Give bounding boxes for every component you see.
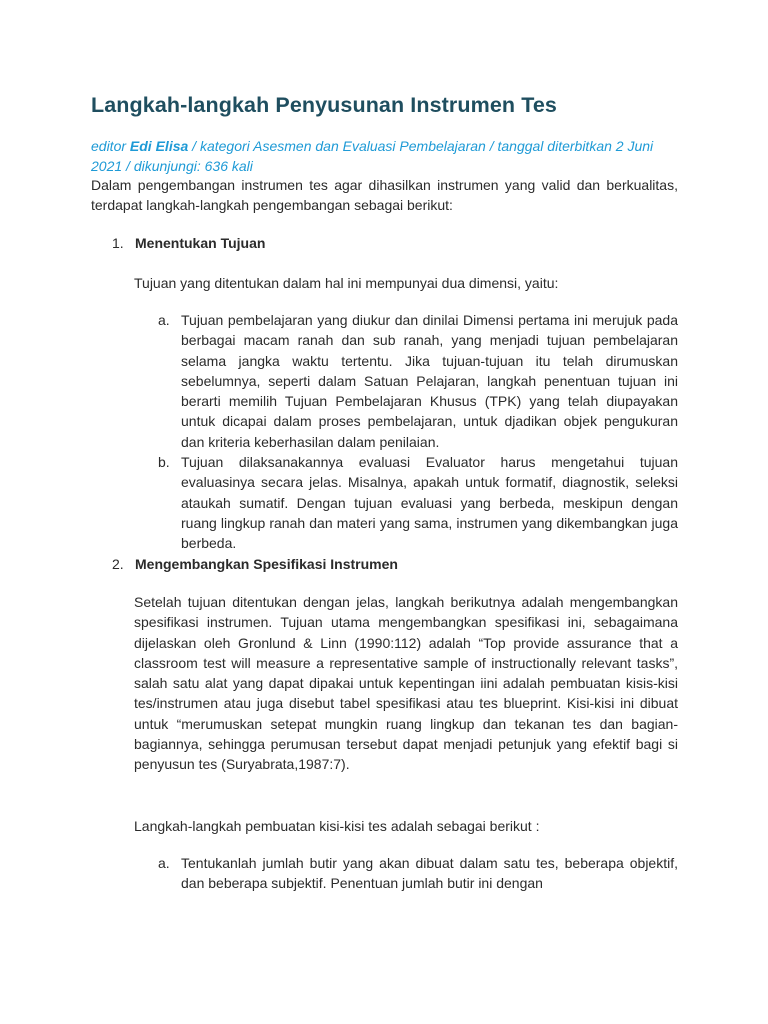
list-item-letter: b. xyxy=(158,454,170,470)
list-item-letter: a. xyxy=(158,855,170,871)
list-item-text: Tujuan dilaksanakannya evaluasi Evaluator harus mengetahui tujuan evaluasinya secara jelas. Misalnya, apakah untuk formatif, diagnostik, seleksi ataukah sumatif. Dengan tujuan evaluasi yang berbeda, meskipun dengan ruang lingkup ranah dan materi yang sama, instrumen yang dikembangkan juga berbeda. xyxy=(181,454,678,552)
meta-editor-name[interactable]: Edi Elisa xyxy=(129,138,189,154)
step-heading: Mengembangkan Spesifikasi Instrumen xyxy=(135,556,398,572)
step-heading: Menentukan Tujuan xyxy=(135,235,266,251)
step-number: 1. xyxy=(112,235,124,251)
intro-paragraph: Dalam pengembangan instrumen tes agar dihasilkan instrumen yang valid dan berkualitas, terdapat langkah-langkah pengembangan sebagai berikut: xyxy=(91,177,678,214)
article-meta xyxy=(91,136,678,176)
step-number: 2. xyxy=(112,556,124,572)
list-item-letter: a. xyxy=(158,312,170,328)
meta-details: / kategori Asesmen dan Evaluasi Pembelajaran / tanggal diterbitkan 2 Juni 2021 / dikunjungi: 636 kali xyxy=(91,138,654,174)
step-paragraph: Tujuan yang ditentukan dalam hal ini mempunyai dua dimensi, yaitu: xyxy=(134,275,559,291)
step-paragraph: Setelah tujuan ditentukan dengan jelas, langkah berikutnya adalah mengembangkan spesifikasi instrumen. Tujuan utama mengembangkan spesifikasi ini, sebagaimana dijelaskan oleh Gronlund & Linn (1990:112) adalah “Top provide assurance that a classroom test will measure a representative sample of instructionally relevant tasks”, salah satu alat yang dapat dipakai untuk kepentingan iini adalah pembuatan kisis-kisi tes/instrumen atau juga disebut tabel spesifikasi atau tes blueprint. Kisi-kisi ini dibuat untuk “merumuskan setepat mungkin ruang lingkup dan tekanan tes dan bagian-bagiannya, sehingga perumusan tersebut dapat menjadi petunjuk yang efektif bagi si penyusun tes (Suryabrata,1987:7). xyxy=(134,594,678,773)
step-paragraph: Langkah-langkah pembuatan kisi-kisi tes adalah sebagai berikut : xyxy=(134,818,540,834)
list-item-text: Tentukanlah jumlah butir yang akan dibuat dalam satu tes, beberapa objektif, dan beberapa subjektif. Penentuan jumlah butir ini dengan xyxy=(181,855,678,892)
article-title: Langkah-langkah Penyusunan Instrumen Tes xyxy=(91,93,557,117)
meta-editor-prefix: editor xyxy=(91,138,130,154)
list-item-text: Tujuan pembelajaran yang diukur dan dinilai Dimensi pertama ini merujuk pada berbagai macam ranah dan sub ranah, yang menjadi tujuan pembelajaran selama jangka waktu tertentu. Jika tujuan-tujuan itu telah dirumuskan sebelumnya, seperti dalam Satuan Pelajaran, langkah penentuan tujuan ini berarti memilih Tujuan Pembelajaran Khusus (TPK) yang telah diupayakan untuk dicapai dalam proses pembelajaran, untuk djadikan objek pengukuran dan kriteria keberhasilan dalam penilaian. xyxy=(181,312,678,450)
